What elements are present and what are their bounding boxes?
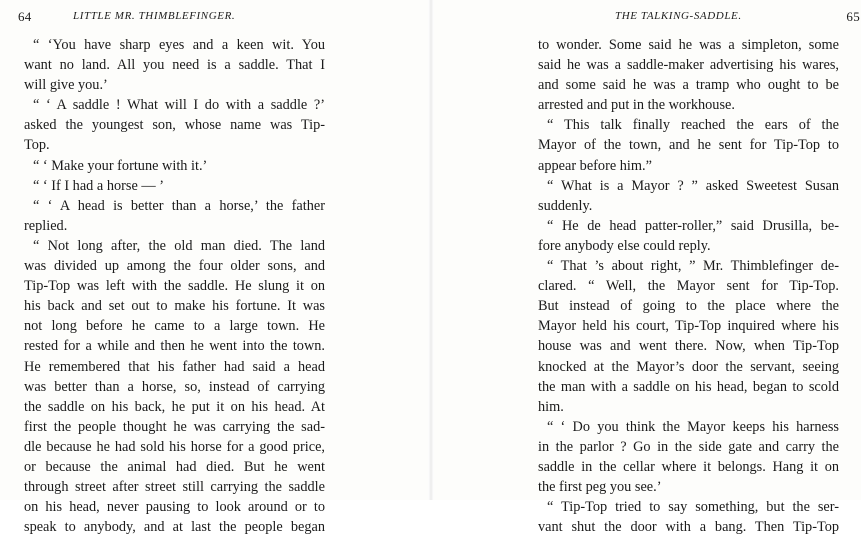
text-line: dle because he had sold his horse for a good price,: [24, 438, 325, 455]
text-line: He remembered that his father had said a head: [24, 358, 325, 375]
text-line: Top.: [24, 137, 50, 154]
text-line: “ Tip-Top tried to say something, but the ser-: [547, 499, 839, 516]
text-line: saddle in the cellar where it belongs. Hang it on: [538, 458, 839, 475]
text-line: arrested and put in the workhouse.: [538, 97, 735, 114]
text-line: vant shut the door with a bang. Then Tip-Top: [538, 519, 839, 536]
text-line: Tip-Top was left with the saddle. He slung it on: [24, 278, 325, 295]
text-line: replied.: [24, 217, 68, 234]
text-line: was better than a horse, so, instead of carrying: [24, 378, 325, 395]
text-line: rested for a while and then he went into the town.: [24, 338, 325, 355]
right-page: [431, 0, 861, 536]
text-line: Mayor of the town, and he sent for Tip-Top to: [538, 137, 839, 154]
text-line: “ ‘ Do you think the Mayor keeps his harness: [547, 418, 839, 435]
text-line: clared. “ Well, the Mayor sent for Tip-Top.: [538, 278, 839, 295]
left-page: [0, 0, 430, 536]
text-line: the first peg you see.’: [538, 479, 662, 496]
text-line: said he was a saddle-maker advertising his wares,: [538, 57, 839, 74]
text-line: and some said he was a tramp who ought to be: [538, 77, 839, 94]
text-line: “ What is a Mayor ? ” asked Sweetest Susan: [547, 177, 839, 194]
text-line: appear before him.”: [538, 157, 652, 174]
right-page-text: [538, 35, 839, 537]
text-line: his back and set out to make his fortune. It was: [24, 298, 325, 315]
text-line: “ ‘ A head is better than a horse,’ the father: [33, 197, 325, 214]
text-line: “ ‘ A saddle ! What will I do with a saddle ?’: [33, 97, 325, 114]
text-line: him.: [538, 398, 564, 415]
text-line: asked the youngest son, whose name was Tip-: [24, 117, 325, 134]
text-line: fore anybody else could reply.: [538, 237, 711, 254]
text-line: suddenly.: [538, 197, 593, 214]
text-line: first the people thought he was carrying the sad-: [24, 418, 325, 435]
text-line: “ ‘ If I had a horse — ’: [33, 177, 164, 194]
text-line: “ ‘ Make your fortune with it.’: [33, 157, 208, 174]
left-page-text: [24, 35, 325, 537]
left-running-head: [18, 9, 343, 27]
text-line: house was and went there. Now, when Tip-Top: [538, 338, 839, 355]
text-line: “ Not long after, the old man died. The land: [33, 237, 325, 254]
text-line: “ That ’s about right, ” Mr. Thimblefinger de-: [547, 258, 839, 275]
text-line: “ This talk finally reached the ears of the: [547, 117, 839, 134]
text-line: through street after street still carrying the saddle: [24, 479, 325, 496]
left-running-title: LITTLE MR. THIMBLEFINGER.: [73, 10, 236, 22]
text-line: knocked at the Mayor’s door the servant, seeing: [538, 358, 839, 375]
text-line: in the parlor ? Go in the side gate and carry the: [538, 438, 839, 455]
text-line: Mayor held his court, Tip-Top inquired where his: [538, 318, 839, 335]
text-line: will give you.’: [24, 77, 108, 94]
text-line: on his head, never pausing to look around or to: [24, 499, 325, 516]
right-running-head: [535, 9, 860, 27]
text-line: the saddle on his back, he put it on his head. At: [24, 398, 325, 415]
text-line: not long before he came to a large town. He: [24, 318, 325, 335]
text-line: “ He de head patter-roller,” said Drusilla, be-: [547, 217, 839, 234]
text-line: want no land. All you need is a saddle. That I: [24, 57, 325, 74]
text-line: or because the animal had died. But he went: [24, 458, 325, 475]
text-line: “ ‘You have sharp eyes and a keen wit. You: [33, 37, 325, 53]
text-line: But instead of going to the place where the: [538, 298, 839, 315]
text-line: speak to anybody, and at last the people began: [24, 519, 325, 536]
text-line: the man with a saddle on his head, began to scold: [538, 378, 839, 395]
text-line: to wonder. Some said he was a simpleton, some: [538, 37, 839, 53]
text-line: was divided up among the four older sons, and: [24, 258, 325, 275]
right-page-number: 65: [846, 9, 860, 24]
right-running-title: THE TALKING-SADDLE.: [615, 10, 742, 22]
left-page-number: 64: [18, 9, 32, 24]
